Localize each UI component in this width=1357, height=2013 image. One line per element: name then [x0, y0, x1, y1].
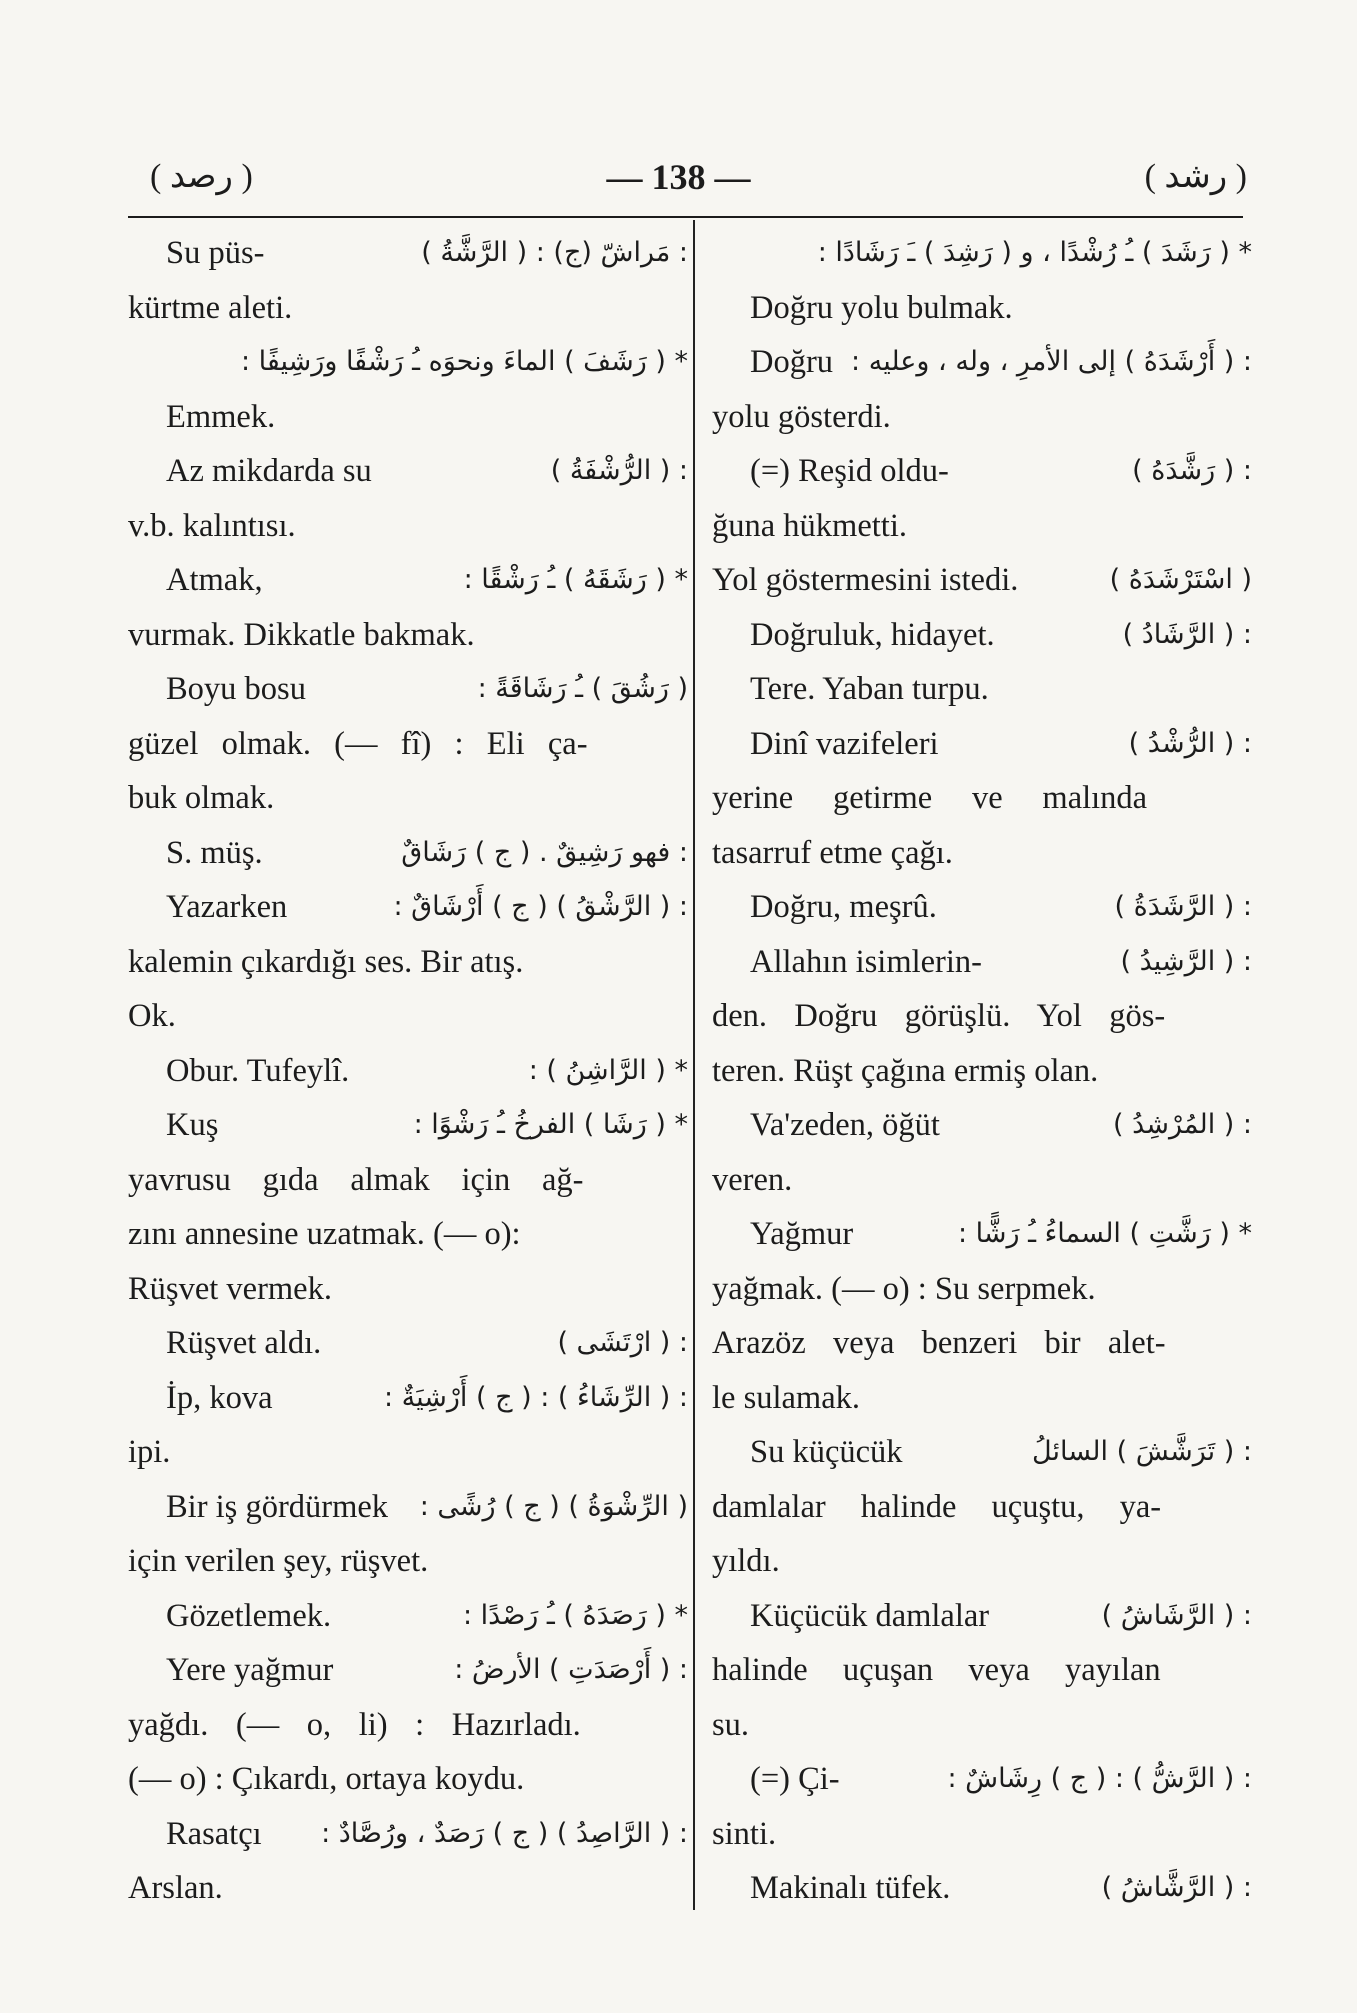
entry-text: v.b. kalıntısı.	[128, 507, 296, 544]
header-left-keyword: ( رصد )	[150, 158, 253, 195]
entry-line	[128, 1861, 688, 1916]
entry-line	[712, 1752, 1252, 1807]
entry-line	[128, 1044, 688, 1099]
entry-text: yerine getirme ve malında	[712, 780, 1148, 816]
arabic-headword: : ( الرُّشْدُ )	[1128, 727, 1252, 759]
entry-line	[712, 1207, 1252, 1262]
arabic-headword: * ( رَشَدَ ) ـُ رُشْدًا ، و ( رَشِدَ ) ـَ رَشَادًا :	[817, 237, 1252, 268]
entry-line	[128, 281, 688, 336]
entry-line	[128, 226, 688, 281]
entry-line	[712, 226, 1252, 281]
entry-text: Yağmur	[750, 1216, 854, 1252]
entry-line	[712, 444, 1252, 499]
entry-line	[128, 390, 688, 445]
entry-text: yolu gösterdi.	[712, 398, 891, 435]
entry-text: Ok.	[128, 998, 176, 1034]
entry-text: Doğru, meşrû.	[750, 889, 937, 925]
entry-line	[712, 335, 1252, 390]
entry-text: Atmak,	[166, 562, 263, 598]
entry-text: sinti.	[712, 1815, 777, 1852]
header-right-keyword: ( رشد )	[1144, 158, 1247, 195]
arabic-headword: : ( الرِّشَاءُ ) : ( ج ) أَرْشِيَةٌ :	[383, 1381, 688, 1413]
arabic-headword: ( اسْتَرْشَدَهُ )	[1109, 564, 1252, 595]
header-rule	[128, 216, 1243, 218]
entry-line	[712, 989, 1252, 1044]
entry-line	[712, 717, 1252, 772]
entry-text: zını annesine uzatmak. (— o):	[128, 1216, 521, 1252]
entry-text: Doğru yolu bulmak.	[750, 289, 1013, 326]
entry-line	[712, 1643, 1252, 1698]
entry-line	[128, 1207, 688, 1262]
entry-text: Makinalı tüfek.	[750, 1870, 951, 1906]
entry-line	[128, 1425, 688, 1480]
entry-line	[128, 989, 688, 1044]
entry-line	[128, 1752, 688, 1807]
arabic-headword: * ( رَشَا ) الفرخُ ـُ رَشْوًا :	[413, 1109, 688, 1140]
entry-text: kalemin çıkardığı ses. Bir atış.	[128, 943, 524, 980]
entry-line	[712, 1861, 1252, 1916]
entry-line	[128, 444, 688, 499]
entry-text: halinde uçuşan veya yayılan	[712, 1652, 1161, 1688]
entry-text: Yol göstermesini istedi.	[712, 562, 1019, 598]
entry-text: buk olmak.	[128, 780, 275, 816]
entry-text: damlalar halinde uçuştu, ya-	[712, 1488, 1162, 1525]
entry-text: yavrusu gıda almak için ağ-	[128, 1161, 584, 1198]
arabic-headword: * ( رَشَّتِ ) السماءُ ـُ رَشًّا :	[957, 1218, 1252, 1249]
entry-text: Küçücük damlalar	[750, 1597, 990, 1634]
entry-line	[128, 335, 688, 390]
entry-line	[128, 1480, 688, 1535]
entry-line	[712, 1098, 1252, 1153]
entry-line	[128, 553, 688, 608]
entry-line	[712, 608, 1252, 663]
entry-line	[712, 1425, 1252, 1480]
arabic-headword: * ( رَصَدَهُ ) ـُ رَصْدًا :	[463, 1599, 688, 1631]
entry-text: veren.	[712, 1161, 793, 1198]
entry-line	[128, 1262, 688, 1317]
entry-line	[128, 608, 688, 663]
entry-line	[712, 662, 1252, 717]
entry-line	[712, 1807, 1252, 1862]
arabic-headword: ( رَشُقَ ) ـُ رَشَاقَةً :	[477, 673, 688, 704]
entry-line	[712, 935, 1252, 990]
entry-text: Tere. Yaban turpu.	[750, 671, 989, 707]
entry-line	[712, 880, 1252, 935]
arabic-headword: * ( الرَّاشِنُ ) :	[528, 1054, 688, 1086]
arabic-headword: : ( الرَّشَدَةُ )	[1114, 891, 1252, 922]
entry-text: Az mikdarda su	[166, 453, 372, 489]
arabic-headword: : ( الرَّشَاشُ )	[1101, 1599, 1252, 1631]
entry-text: Dinî vazifeleri	[750, 725, 939, 762]
entry-line	[712, 1262, 1252, 1317]
entry-text: Allahın isimlerin-	[750, 943, 982, 980]
arabic-headword: : ( أَرْصَدَتِ ) الأرضُ :	[454, 1654, 688, 1685]
entry-text: Arslan.	[128, 1870, 223, 1906]
entry-line	[712, 1371, 1252, 1426]
entry-line	[128, 1698, 688, 1753]
entry-text: (=) Reşid oldu-	[750, 453, 949, 489]
entry-line	[712, 1534, 1252, 1589]
left-column	[128, 226, 688, 1916]
entry-text: le sulamak.	[712, 1379, 861, 1416]
entry-line	[128, 1643, 688, 1698]
right-column	[712, 226, 1252, 1916]
arabic-headword: : ( المُرْشِدُ )	[1113, 1109, 1252, 1140]
entry-text: Obur. Tufeylî.	[166, 1052, 350, 1089]
entry-text: Doğru	[750, 344, 834, 380]
entry-line	[128, 935, 688, 990]
arabic-headword: : ( رَشَّدَهُ )	[1132, 455, 1252, 486]
entry-text: su.	[712, 1706, 750, 1743]
entry-text: Rüşvet aldı.	[166, 1325, 322, 1361]
entry-line	[128, 717, 688, 772]
entry-text: yıldı.	[712, 1543, 780, 1579]
entry-line	[128, 771, 688, 826]
entry-line	[712, 553, 1252, 608]
entry-text: S. müş.	[166, 834, 263, 871]
entry-text: yağmak. (— o) : Su serpmek.	[712, 1270, 1096, 1307]
entry-line	[128, 826, 688, 881]
entry-text: Doğruluk, hidayet.	[750, 616, 995, 653]
arabic-headword: : ( الرَّشَادُ )	[1122, 618, 1252, 650]
entry-line	[712, 1044, 1252, 1099]
entry-line	[128, 1589, 688, 1644]
entry-line	[712, 1480, 1252, 1535]
entry-line	[712, 1153, 1252, 1208]
entry-line	[128, 1098, 688, 1153]
entry-text: Boyu bosu	[166, 671, 306, 707]
entry-text: Yazarken	[166, 889, 288, 925]
arabic-headword: * ( رَشَقَهُ ) ـُ رَشْقًا :	[463, 564, 688, 595]
entry-text: (=) Çi-	[750, 1761, 840, 1797]
entry-text: Kuş	[166, 1107, 219, 1143]
entry-text: (— o) : Çıkardı, ortaya koydu.	[128, 1761, 525, 1797]
entry-line	[128, 662, 688, 717]
entry-text: Emmek.	[166, 398, 276, 435]
entry-line	[712, 499, 1252, 554]
entry-line	[128, 1316, 688, 1371]
entry-line	[712, 1589, 1252, 1644]
entry-text: Su püs-	[166, 235, 265, 271]
arabic-headword: * ( رَشَفَ ) الماءَ ونحوَه ـُ رَشْفًا ورَشِيفًا :	[240, 346, 688, 377]
entry-line	[712, 1698, 1252, 1753]
entry-text: vurmak. Dikkatle bakmak.	[128, 616, 475, 653]
entry-text: Rüşvet vermek.	[128, 1270, 332, 1307]
entry-line	[128, 1534, 688, 1589]
arabic-headword: : ( الرَّشُّ ) : ( ج ) رِشَاشٌ :	[947, 1763, 1252, 1794]
entry-text: Su küçücük	[750, 1434, 903, 1470]
arabic-headword: : ( تَرَشَّشَ ) السائلُ	[1032, 1436, 1252, 1467]
entry-line	[712, 826, 1252, 881]
entry-text: için verilen şey, rüşvet.	[128, 1543, 429, 1579]
arabic-headword: : ( الرُّشْفَةُ )	[550, 455, 688, 486]
page-number: — 138 —	[606, 157, 751, 197]
entry-text: İp, kova	[166, 1379, 273, 1416]
entry-line	[712, 281, 1252, 336]
entry-text: güzel olmak. (— fî) : Eli ça-	[128, 725, 588, 762]
entry-text: kürtme aleti.	[128, 289, 293, 326]
entry-line	[128, 499, 688, 554]
entry-text: Yere yağmur	[166, 1652, 334, 1688]
entry-text: Rasatçı	[166, 1815, 262, 1852]
column-divider	[693, 220, 695, 1910]
arabic-headword: ( الرِّشْوَةُ ) ( ج ) رُشًى :	[419, 1490, 688, 1522]
entry-line	[712, 771, 1252, 826]
entry-text: tasarruf etme çağı.	[712, 834, 953, 871]
entry-line	[128, 1807, 688, 1862]
entry-line	[128, 1153, 688, 1208]
entry-text: Arazöz veya benzeri bir alet-	[712, 1325, 1166, 1361]
arabic-headword: : ( الرَّشَّاشُ )	[1101, 1872, 1252, 1903]
entry-text: Bir iş gördürmek	[166, 1488, 389, 1525]
entry-text: ğuna hükmetti.	[712, 507, 907, 544]
entry-line	[712, 390, 1252, 445]
entry-line	[128, 880, 688, 935]
entry-text: ipi.	[128, 1434, 171, 1470]
entry-line	[128, 1371, 688, 1426]
entry-text: teren. Rüşt çağına ermiş olan.	[712, 1052, 1099, 1089]
arabic-headword: : مَراشّ (ج) : ( الرَّشَّةُ )	[421, 237, 688, 268]
entry-text: yağdı. (— o, li) : Hazırladı.	[128, 1706, 581, 1743]
entry-text: den. Doğru görüşlü. Yol gös-	[712, 998, 1166, 1034]
arabic-headword: : ( ارْتَشَى )	[557, 1327, 688, 1358]
arabic-headword: : فهو رَشِيقٌ . ( ج ) رَشَاقٌ	[401, 836, 688, 868]
arabic-headword: : ( الرَّشِيدُ )	[1120, 945, 1252, 977]
entry-text: Gözetlemek.	[166, 1597, 332, 1634]
entry-line	[712, 1316, 1252, 1371]
arabic-headword: : ( أَرْشَدَهُ ) إلى الأمرِ ، وله ، وعليه :	[851, 346, 1252, 377]
arabic-headword: : ( الرَّشْقُ ) ( ج ) أَرْشَاقٌ :	[393, 891, 688, 922]
arabic-headword: : ( الرَّاصِدُ ) ( ج ) رَصَدٌ ، ورُصَّادٌ :	[321, 1817, 688, 1849]
entry-text: Va'zeden, öğüt	[750, 1107, 940, 1143]
